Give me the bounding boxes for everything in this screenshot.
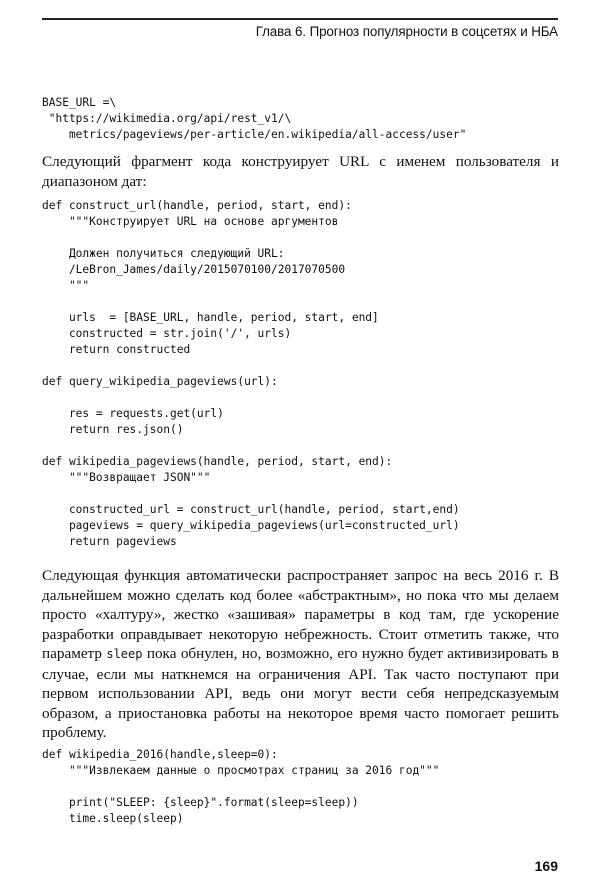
paragraph-text-part: пока обнулен, но, возможно, его нужно будет активизировать в случае, если мы наткнемся на ограничения API. Так часто поступают при первом использовании API, ведь они могут вести себя непредсказуемым образом, а приостановка работы на некоторое время часто помогает решить проблему. bbox=[42, 645, 559, 741]
paragraph-text-part: Следующая функция автоматически распространяет запрос на весь 2016 г. В дальнейшем можно сделать код более «абстрактным», но пока что мы делаем просто «халтуру», жестко «зашивая» параметры в код там, где ускорение разработки оправдывает некоторую небрежность. Стоит отметить также, что параметр bbox=[42, 567, 559, 662]
code-block-base-url: BASE_URL =\ "https://wikimedia.org/api/rest_v1/\ metrics/pageviews/per-article/en.wikipedia/all-access/user" bbox=[42, 96, 467, 141]
code-block-functions: def construct_url(handle, period, start, end): """Конструирует URL на основе аргументов Должен получиться следующий URL: /LeBron_James/daily/2015070100/2017070500 """ urls = [BASE_URL, handle, period, start, end] constructed = str.join('/', urls) return constructed def query_wikipedia_pageviews(url): res = requests.get(url) return res.json() def wikipedia_pageviews(handle, period, start, end): """Возвращает JSON""" constructed_url = construct_url(handle, period, start,end) pageviews = query_wikipedia_pageviews(url=constructed_url) return pageviews bbox=[42, 199, 460, 548]
code-block-wikipedia-2016: def wikipedia_2016(handle,sleep=0): """Извлекаем данные о просмотрах страниц за 2016 год""" print("SLEEP: {sleep}".format(sleep=sleep)) time.sleep(sleep) bbox=[42, 748, 440, 825]
header-rule bbox=[42, 18, 558, 20]
paragraph-explanation-text bbox=[42, 566, 559, 743]
paragraph-explanation bbox=[42, 566, 559, 743]
paragraph-intro bbox=[42, 152, 559, 191]
running-header-title: Глава 6. Прогноз популярности в соцсетях и НБА bbox=[255, 24, 558, 39]
paragraph-intro-text: Следующий фрагмент кода конструирует URL с именем пользователя и диапазоном дат: bbox=[42, 153, 559, 190]
page-number: 169 bbox=[534, 858, 558, 874]
inline-code-sleep: sleep bbox=[106, 647, 143, 661]
